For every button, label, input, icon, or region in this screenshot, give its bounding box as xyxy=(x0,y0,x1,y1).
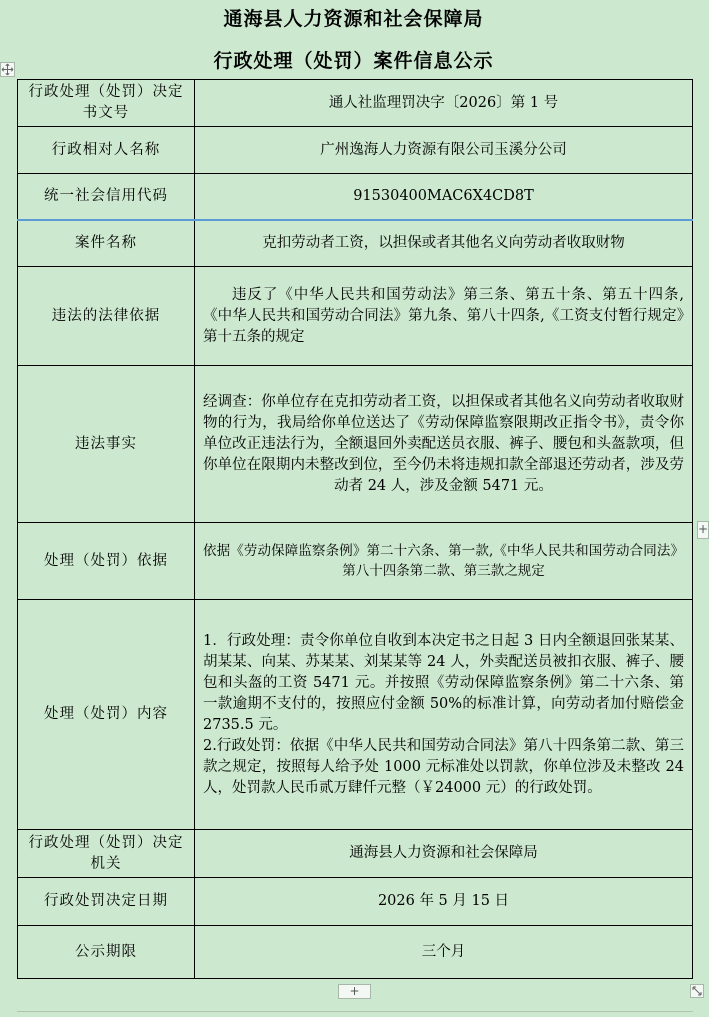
row-value: 违反了《中华人民共和国劳动法》第三条、第五十条、第五十四条,《中华人民共和国劳动合同法》第九条、第八十四条,《工资支付暂行规定》第十五条的规定 xyxy=(195,267,693,366)
row-label: 行政处理（处罚）决定机关 xyxy=(18,830,195,878)
table-move-handle[interactable] xyxy=(0,62,15,77)
resize-icon xyxy=(691,985,703,997)
table-row xyxy=(18,366,693,523)
row-value xyxy=(195,600,693,830)
table-row xyxy=(18,267,693,366)
insert-column-button[interactable]: + xyxy=(697,521,709,539)
table-row xyxy=(18,878,693,926)
row-label: 行政处罚决定日期 xyxy=(18,878,195,926)
table-row xyxy=(18,523,693,600)
table-row xyxy=(18,127,693,174)
row-label: 统一社会信用代码 xyxy=(18,174,195,220)
row-label: 处理（处罚）依据 xyxy=(18,523,195,600)
table-row xyxy=(18,926,693,979)
row-value: 通人社监理罚决字〔2026〕第 1 号 xyxy=(195,80,693,127)
row-value: 2026 年 5 月 15 日 xyxy=(195,878,693,926)
penalty-content-item-1: 1．行政处理：责令你单位自收到本决定书之日起 3 日内全额退回张某某、胡某某、向某、苏某某、刘某某等 24 人，外卖配送员被扣衣服、裤子、腰包和头盔的工资 5471 元。并按照《劳动保障监察条例》第二十六条、第一款逾期不支付的，按照应付金额 50%的标准计算，向劳动者加付赔偿金 2735.5 元。 xyxy=(203,632,684,733)
table-row xyxy=(18,220,693,267)
row-value: 通海县人力资源和社会保障局 xyxy=(195,830,693,878)
row-label: 公示期限 xyxy=(18,926,195,979)
penalty-content-item-2: 2.行政处罚：依据《中华人民共和国劳动合同法》第八十四条第二款、第三款之规定，按照每人给予处 1000 元标准处以罚款，你单位涉及未整改 24 人，处罚款人民币贰万肆仟元整（￥24000 元）的行政处罚。 xyxy=(203,737,684,796)
table-resize-handle[interactable] xyxy=(690,984,704,998)
table-row xyxy=(18,80,693,127)
row-label: 违法事实 xyxy=(18,366,195,523)
table-row xyxy=(18,174,693,220)
row-value: 广州逸海人力资源有限公司玉溪分公司 xyxy=(195,127,693,174)
row-label: 行政相对人名称 xyxy=(18,127,195,174)
row-label: 行政处理（处罚）决定书文号 xyxy=(18,80,195,127)
page-title: 通海县人力资源和社会保障局 xyxy=(223,8,484,30)
page-bottom-rule xyxy=(17,1011,693,1012)
row-value: 经调查：你单位存在克扣劳动者工资，以担保或者其他名义向劳动者收取财物的行为，我局给你单位送达了《劳动保障监察限期改正指令书》，责令你单位改正违法行为，全额退回外卖配送员衣服、裤子、腰包和头盔款项，但你单位在限期内未整改到位，至今仍未将违规扣款全部退还劳动者，涉及劳动者 24 人，涉及金额 5471 元。 xyxy=(195,366,693,523)
case-info-table xyxy=(17,79,693,979)
row-value: 三个月 xyxy=(195,926,693,979)
row-label: 违法的法律依据 xyxy=(18,267,195,366)
table-row xyxy=(18,830,693,878)
move-icon xyxy=(1,63,14,76)
row-value: 克扣劳动者工资，以担保或者其他名义向劳动者收取财物 xyxy=(195,220,693,267)
add-row-button[interactable]: + xyxy=(338,984,371,999)
row-label: 处理（处罚）内容 xyxy=(18,600,195,830)
page-subtitle: 行政处理（处罚）案件信息公示 xyxy=(213,50,494,72)
table-row xyxy=(18,600,693,830)
row-label: 案件名称 xyxy=(18,220,195,267)
row-value: 依据《劳动保障监察条例》第二十六条、第一款,《中华人民共和国劳动合同法》第八十四条第二款、第三款之规定 xyxy=(195,523,693,600)
row-value: 91530400MAC6X4CD8T xyxy=(195,174,693,220)
